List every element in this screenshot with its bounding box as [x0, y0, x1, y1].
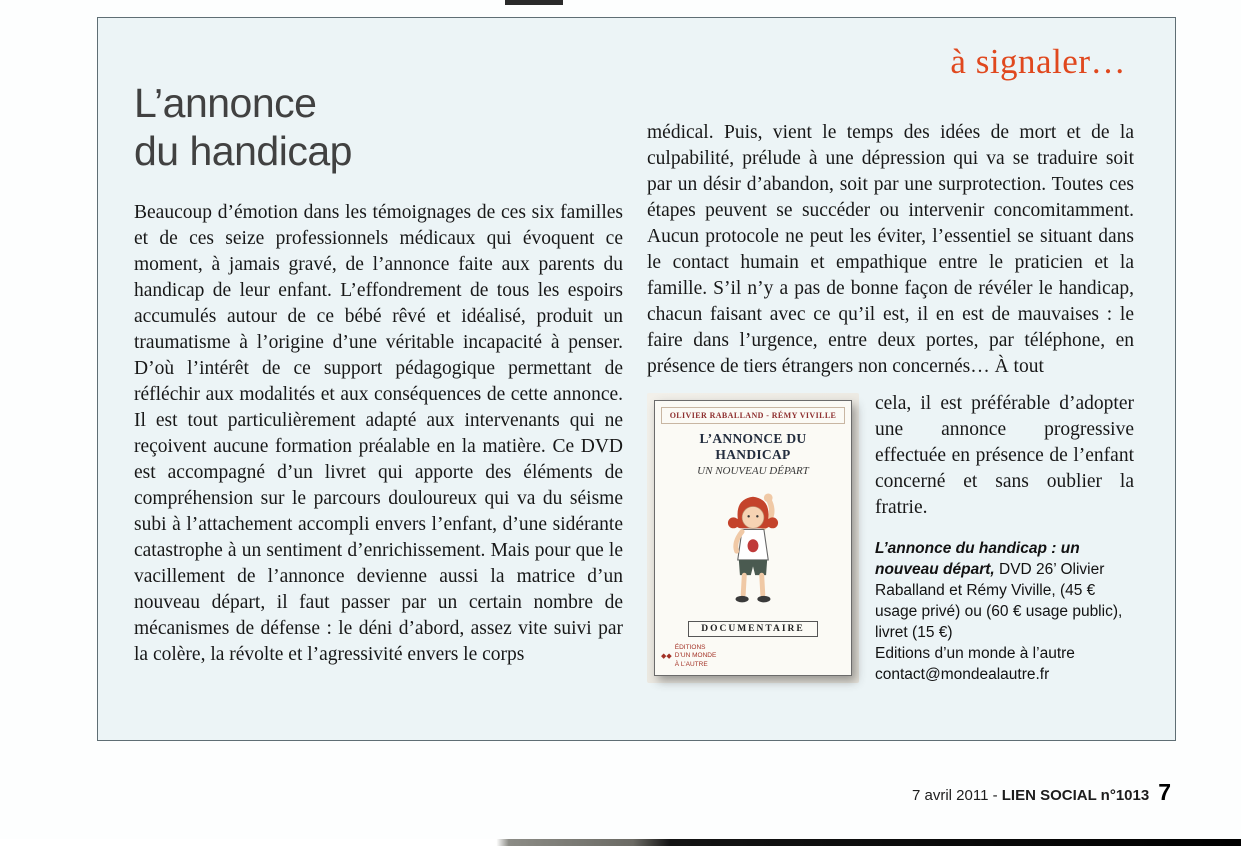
caption-title: L’annonce du handicap : un nouveau départ,: [875, 540, 1080, 578]
dvd-authors: OLIVIER RABALLAND - RÉMY VIVILLE: [661, 407, 845, 424]
dvd-title: L’ANNONCE DU HANDICAP: [699, 431, 807, 462]
left-column-text: Beaucoup d’émotion dans les témoignages de ces six familles et de ces seize professionnels médicaux qui évoquent ce moment, à jamais gravé, de l’annonce faite aux parents du handicap de leur enfant. L’effondrement de tous les espoirs accumulés autour de ce bébé rêvé et idéalisé, produit un traumatisme à l’origine d’une véritable incapacité à penser. D’où l’intérêt de ce support pédagogique permettant de réfléchir aux modalités et aux conséquences de cette annonce. Il est tout particulièrement adapté aux intervenants qui ne reçoivent aucune formation préalable en la matière. Ce DVD est accompagné d’un livret qui apporte des éléments de compréhension sur le parcours douloureux qui va du séisme subi à l’attachement accompli envers l’enfant, d’une sidérante catastrophe à un sentiment d’enrichissement. Mais pour que le vacillement de l’annonce devienne aussi la matrice d’un nouveau départ, il faut passer par un certain nombre de mécanismes de défense : le déni d’abord, assez vite suivi par la colère, la révolte et l’agressivité envers le corps: [134, 202, 623, 665]
article-frame: [97, 17, 1176, 741]
dvd-subtitle: UN NOUVEAU DÉPART: [697, 465, 809, 477]
footer-magazine: LIEN SOCIAL n°1013: [1001, 787, 1150, 804]
dvd-illustration: [698, 488, 808, 610]
footer-date: 7 avril 2011 -: [912, 787, 1002, 804]
scan-artifact-bottom: [0, 839, 1241, 846]
scan-artifact-top: [505, 0, 563, 5]
dvd-cover-card: [654, 400, 852, 676]
dvd-illustration-area: [661, 477, 845, 621]
dvd-cover-photo: [647, 393, 859, 683]
dvd-publisher-line2: D’UN MONDE: [674, 652, 717, 660]
article-title-line1: L’annonce: [134, 80, 317, 126]
page-footer: [912, 779, 1171, 806]
section-label: à signaler…: [950, 42, 1126, 81]
footer-page-number: 7: [1158, 779, 1171, 805]
dvd-publisher-logo: [661, 644, 716, 669]
wrap-zone: [647, 391, 1134, 689]
caption-publisher: Editions d’un monde à l’autre: [875, 645, 1075, 662]
article-title-line2: du handicap: [134, 127, 352, 174]
dvd-publisher-line1: ÉDITIONS: [674, 643, 706, 651]
publisher-diamonds-icon: ◆◆: [661, 652, 672, 660]
right-column: [647, 120, 1134, 689]
right-column-text-top: médical. Puis, vient le temps des idées de mort et de la culpabilité, prélude à une dépression qui va se traduire soit par un désir d’abandon, soit par une surprotection. Toutes ces étapes peuvent se succéder ou intervenir concomitamment. Aucun protocole ne peut les éviter, l’essentiel se situant dans le contact humain et empathique entre le praticien et la famille. S’il n’y a pas de bonne façon de révéler le handicap, chacun faisant avec ce qu’il est, il en est de mauvaises : le faire dans l’urgence, entre deux portes, par téléphone, en présence de tiers étrangers non concernés… À tout: [647, 122, 1134, 377]
right-column-text-wrap: cela, il est préférable d’adopter une annonce progressive effectuée en présence de l’enfant concerné et sans oublier la fratrie.: [875, 393, 1134, 518]
caption-details: DVD 26’ Olivier Raballand et Rémy Viville, (45 € usage privé) ou (60 € usage public), livret (15 €): [875, 561, 1123, 641]
article-title: [134, 80, 352, 175]
dvd-genre-badge: DOCUMENTAIRE: [688, 621, 818, 637]
dvd-publisher-text: [675, 644, 717, 669]
caption-email: contact@mondealautre.fr: [875, 666, 1050, 683]
dvd-publisher-line3: À L’AUTRE: [674, 660, 708, 668]
